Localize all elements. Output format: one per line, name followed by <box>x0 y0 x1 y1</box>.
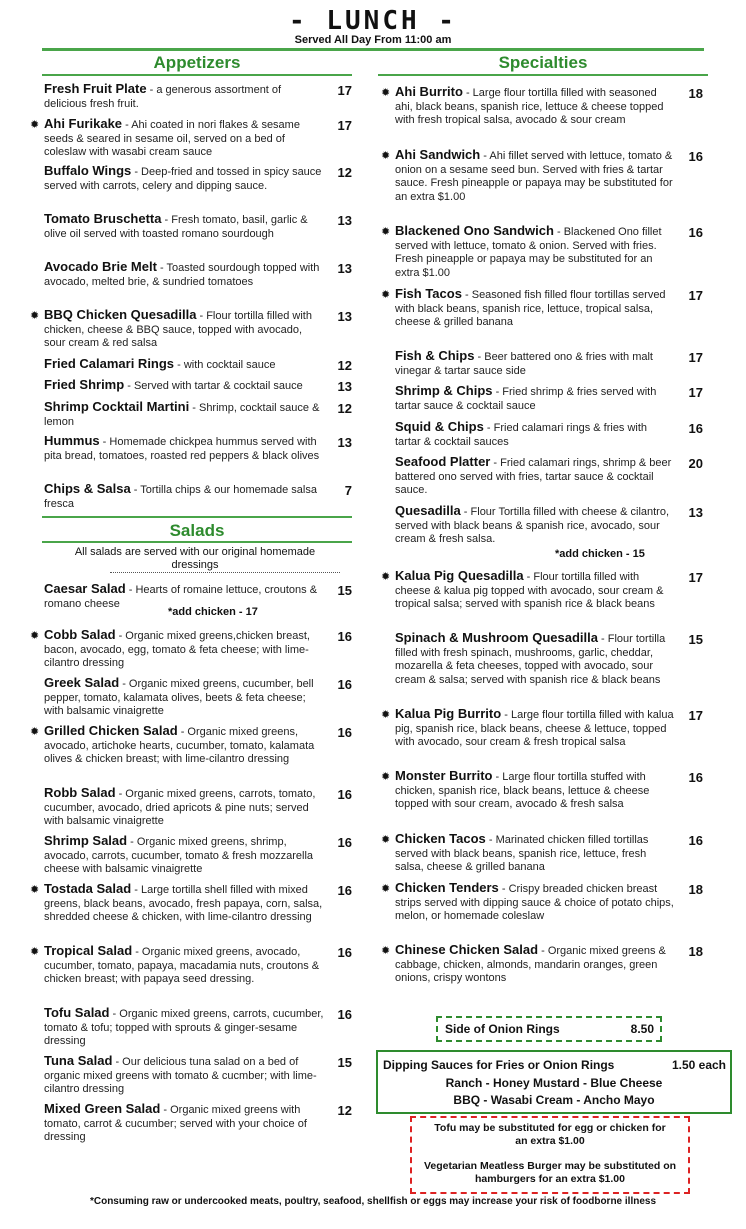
item-description: - Organic mixed greens, avocado, cucumber, tomato, papaya, macadamia nuts, croutons & chicken breast; with papaya seed dressing. <box>44 946 320 985</box>
specialties-item <box>395 881 675 924</box>
item-name: Seafood Platter <box>395 454 491 469</box>
item-name: Hummus <box>44 433 100 448</box>
item-price: 17 <box>688 570 703 585</box>
appetizers-item <box>44 117 324 160</box>
item-price: 17 <box>688 708 703 723</box>
dipping-sauces-line1: Ranch - Honey Mustard - Blue Cheese <box>445 1076 663 1090</box>
item-description: - Large flour tortilla filled with seasoned ahi, black beans, spanish rice, lettuce & cheese topped with fresh tropical salsa, avocado & sour cream <box>395 87 664 126</box>
item-name: Tuna Salad <box>44 1053 113 1068</box>
item-description: - Organic mixed greens, avocado, artichoke hearts, cucumber, tomato, kalamata olives & chicken breast; with lime-cilantro dressing <box>44 726 315 765</box>
item-name: Ahi Sandwich <box>395 147 481 162</box>
item-description: - Flour tortilla filled with fresh spinach, mushrooms, garlic, cheddar, mozarella & feta cheeses, topped with avocado, sour cream & salsa; served with spanish rice & black beans <box>395 633 666 686</box>
item-price: 13 <box>337 309 352 324</box>
item-name: Robb Salad <box>44 785 116 800</box>
item-description: - Marinated chicken filled tortillas served with black beans, spanish rice, lettuce, fresh salsa, cheese & grilled banana <box>395 834 649 873</box>
item-name: Shrimp Cocktail Martini <box>44 399 190 414</box>
menu-title: - LUNCH - <box>289 6 457 36</box>
item-price: 16 <box>688 833 703 848</box>
bullet-icon: ✹ <box>30 946 40 958</box>
item-description: - Fresh tomato, basil, garlic & olive oil served with toasted romano sourdough <box>44 214 308 240</box>
appetizers-item <box>44 482 324 511</box>
bullet-icon: ✹ <box>381 226 391 238</box>
item-description: - Served with tartar & cocktail sauce <box>124 380 303 392</box>
item-price: 13 <box>688 505 703 520</box>
salads-item <box>44 1102 324 1145</box>
item-price: 18 <box>688 86 703 101</box>
side-label: Side of Onion Rings <box>445 1022 560 1036</box>
item-price: 16 <box>337 883 352 898</box>
dipping-sauces-line2: BBQ - Wasabi Cream - Ancho Mayo <box>453 1093 655 1107</box>
item-price: 18 <box>688 944 703 959</box>
item-name: Ahi Furikake <box>44 116 123 131</box>
item-price: 12 <box>337 358 352 373</box>
item-price: 20 <box>688 456 703 471</box>
item-name: Chicken Tacos <box>395 831 486 846</box>
item-description: - a generous assortment of delicious fresh fruit. <box>44 84 282 110</box>
item-name: Cobb Salad <box>44 627 116 642</box>
item-description: - Flour tortilla filled with chicken, cheese & BBQ sauce, topped with avocado, sour cream & red salsa <box>44 310 312 349</box>
item-description: - Fried calamari rings & fries with tartar & cocktail sauces <box>395 422 648 448</box>
item-price: 16 <box>337 945 352 960</box>
item-name: Greek Salad <box>44 675 120 690</box>
item-name: Grilled Chicken Salad <box>44 723 178 738</box>
dipping-sauces-box <box>376 1050 732 1114</box>
item-name: Fish & Chips <box>395 348 475 363</box>
item-price: 17 <box>337 83 352 98</box>
menu-subtitle: Served All Day From 11:00 am <box>294 34 452 46</box>
specialties-item <box>395 504 675 547</box>
item-description: - Homemade chickpea hummus served with pita bread, tomatoes, roasted red peppers & black olives <box>44 436 320 462</box>
item-description: - Ahi fillet served with lettuce, tomato & onion on a sesame seed bun. Served with fries & tartar sauce. Fresh pineapple or papaya may be substituted for an extra $1.00 <box>395 150 673 203</box>
dipping-price: 1.50 each <box>671 1058 726 1072</box>
specialties-rule <box>378 74 708 76</box>
bullet-icon: ✹ <box>30 726 40 738</box>
item-description: - Organic mixed greens & cabbage, chicken, almonds, mandarin oranges, green onions, crispy wontons <box>395 945 666 984</box>
bullet-icon: ✹ <box>30 119 40 131</box>
item-name: Tostada Salad <box>44 881 132 896</box>
item-description: - Large flour tortilla filled with kalua pig, spanish rice, black beans, cheese & lettuce, topped with avocado, sour cream & fresh tropical salsa <box>395 709 674 748</box>
item-name: Chinese Chicken Salad <box>395 942 539 957</box>
appetizers-item <box>44 378 324 394</box>
add-chicken-note: *add chicken - 17 <box>168 606 258 618</box>
item-name: Squid & Chips <box>395 419 484 434</box>
item-description: - with cocktail sauce <box>174 359 276 371</box>
item-price: 16 <box>337 1007 352 1022</box>
item-price: 16 <box>688 149 703 164</box>
item-price: 17 <box>688 288 703 303</box>
bullet-icon: ✹ <box>30 630 40 642</box>
appetizers-item <box>44 260 324 289</box>
item-name: Blackened Ono Sandwich <box>395 223 554 238</box>
item-price: 16 <box>337 787 352 802</box>
appetizers-rule <box>42 74 352 76</box>
salads-item <box>44 944 324 987</box>
add-chicken-note: *add chicken - 15 <box>555 548 645 560</box>
item-price: 13 <box>337 435 352 450</box>
veggie-burger-substitution: Vegetarian Meatless Burger may be substituted on hamburgers for an extra $1.00 <box>423 1160 677 1185</box>
item-description: - Organic mixed greens, carrots, tomato, cucumber, avocado, dried apricots & pine nuts; served with balsamic vinaigrette <box>44 788 316 827</box>
item-description: - Hearts of romaine lettuce, croutons & romano cheese <box>44 584 318 610</box>
item-description: - Large flour tortilla stuffed with chicken, spanish rice, black beans, lettuce & cheese topped with sour cream, avocado & fresh salsa <box>395 771 650 810</box>
header-rule <box>42 48 704 51</box>
bullet-icon: ✹ <box>381 834 391 846</box>
tofu-substitution: Tofu may be substituted for egg or chicken for an extra $1.00 <box>434 1122 666 1147</box>
salads-intro: All salads are served with our original homemade dressings <box>74 546 316 571</box>
bullet-icon: ✹ <box>30 310 40 322</box>
salads-rule-top <box>42 516 352 518</box>
substitutions-box <box>410 1116 690 1194</box>
item-name: Avocado Brie Melt <box>44 259 157 274</box>
side-onion-rings-box <box>436 1016 662 1042</box>
item-name: Chips & Salsa <box>44 481 131 496</box>
specialties-item <box>395 85 675 128</box>
item-name: Kalua Pig Quesadilla <box>395 568 524 583</box>
item-name: Kalua Pig Burrito <box>395 706 502 721</box>
specialties-heading: Specialties <box>498 53 588 72</box>
salads-item <box>44 676 324 719</box>
item-name: Monster Burrito <box>395 768 493 783</box>
item-description: - Toasted sourdough topped with avocado, melted brie, & sundried tomatoes <box>44 262 320 288</box>
item-price: 16 <box>337 677 352 692</box>
item-description: - Tortilla chips & our homemade salsa fresca <box>44 484 317 510</box>
item-description: - Ahi coated in nori flakes & sesame seeds & seared in sesame oil, served on a bed of coleslaw with wasabi cream sauce <box>44 119 300 158</box>
specialties-item <box>395 349 675 378</box>
item-price: 16 <box>337 835 352 850</box>
item-description: - Flour Tortilla filled with cheese & cilantro, served with black beans & spanish rice, avocado, sour cream & fresh salsa. <box>395 506 670 545</box>
specialties-item <box>395 224 675 280</box>
item-name: Buffalo Wings <box>44 163 132 178</box>
item-price: 17 <box>688 385 703 400</box>
item-price: 12 <box>337 165 352 180</box>
item-name: Tomato Bruschetta <box>44 211 162 226</box>
item-description: - Seasoned fish filled flour tortillas served with black beans, spanish rice, lettuce, tropical salsa, cheese & grilled banana <box>395 289 666 328</box>
item-price: 15 <box>337 583 352 598</box>
item-description: - Large tortilla shell filled with mixed greens, black beans, avocado, fresh papaya, corn, salsa, shredded cheese & chicken, with lime-cilantro dressing <box>44 884 323 923</box>
specialties-item <box>395 943 675 986</box>
item-name: Shrimp Salad <box>44 833 128 848</box>
item-description: - Our delicious tuna salad on a bed of organic mixed greens with tomato & cucmber; with lime-cilantro dressing <box>44 1056 317 1095</box>
item-description: - Organic mixed greens with tomato, carrot & cucumber; served with your choice of dressing <box>44 1104 307 1143</box>
item-price: 15 <box>337 1055 352 1070</box>
item-price: 13 <box>337 261 352 276</box>
item-name: Mixed Green Salad <box>44 1101 161 1116</box>
side-price: 8.50 <box>630 1022 654 1036</box>
salads-item <box>44 834 324 877</box>
bullet-icon: ✹ <box>381 709 391 721</box>
specialties-item <box>395 287 675 330</box>
item-name: Caesar Salad <box>44 581 126 596</box>
bullet-icon: ✹ <box>381 289 391 301</box>
specialties-item <box>395 631 675 687</box>
item-name: Quesadilla <box>395 503 461 518</box>
specialties-item <box>395 707 675 750</box>
salads-heading: Salads <box>169 521 225 540</box>
item-name: Tropical Salad <box>44 943 133 958</box>
salads-item <box>44 724 324 767</box>
item-name: Tofu Salad <box>44 1005 110 1020</box>
bullet-icon: ✹ <box>381 945 391 957</box>
item-price: 18 <box>688 882 703 897</box>
appetizers-item <box>44 400 324 429</box>
bullet-icon: ✹ <box>30 884 40 896</box>
bullet-icon: ✹ <box>381 883 391 895</box>
item-name: Ahi Burrito <box>395 84 463 99</box>
appetizers-item <box>44 308 324 351</box>
item-name: Fried Calamari Rings <box>44 356 175 371</box>
item-name: Spinach & Mushroom Quesadilla <box>395 630 598 645</box>
food-safety-disclaimer: *Consuming raw or undercooked meats, poultry, seafood, shellfish or eggs may increase your risk of foodborne illness <box>89 1196 657 1207</box>
item-price: 17 <box>688 350 703 365</box>
item-name: BBQ Chicken Quesadilla <box>44 307 197 322</box>
item-name: Chicken Tenders <box>395 880 499 895</box>
salads-item <box>44 786 324 829</box>
bullet-icon: ✹ <box>381 150 391 162</box>
item-price: 12 <box>337 1103 352 1118</box>
specialties-item <box>395 455 675 498</box>
item-description: - Organic mixed greens, carrots, cucumber, tomato & tofu; topped with sprouts & ginger-sesame dressing <box>44 1008 324 1047</box>
appetizers-heading: Appetizers <box>153 53 241 72</box>
salads-item <box>44 628 324 671</box>
item-name: Shrimp & Chips <box>395 383 493 398</box>
item-description: - Fried shrimp & fries served with tartar sauce & cocktail sauce <box>395 386 657 412</box>
specialties-item <box>395 148 675 204</box>
specialties-item <box>395 384 675 413</box>
salads-item <box>44 1054 324 1097</box>
specialties-item <box>395 769 675 812</box>
item-description: - Blackened Ono fillet served with lettuce, tomato & onion. Served with fries. Fresh pineapple or papaya may be substituted for an extra $1.00 <box>395 226 662 279</box>
salads-item <box>44 1006 324 1049</box>
appetizers-item <box>44 357 324 373</box>
item-name: Fresh Fruit Plate <box>44 81 147 96</box>
item-description: - Organic mixed greens, shrimp, avocado, carrots, cucumber, tomato & fresh mozzarella cheese with balsamic vinaigrette <box>44 836 314 875</box>
item-price: 16 <box>688 225 703 240</box>
salads-dotted-rule <box>110 572 340 573</box>
specialties-item <box>395 569 675 612</box>
item-description: - Shrimp, cocktail sauce & lemon <box>44 402 320 428</box>
item-description: - Organic mixed greens, cucumber, bell pepper, tomato, kalamata olives, beets & feta cheese; with balsamic vinaigrette <box>44 678 314 717</box>
item-name: Fish Tacos <box>395 286 462 301</box>
bullet-icon: ✹ <box>381 571 391 583</box>
item-price: 7 <box>344 483 352 498</box>
appetizers-item <box>44 434 324 463</box>
item-description: - Flour tortilla filled with cheese & kalua pig topped with avocado, sour cream & tropical salsa; served with spanish rice & black beans <box>395 571 664 610</box>
item-price: 15 <box>688 632 703 647</box>
item-description: - Beer battered ono & fries with malt vinegar & tartar sauce side <box>395 351 653 377</box>
item-price: 16 <box>337 725 352 740</box>
item-price: 16 <box>688 421 703 436</box>
dipping-title: Dipping Sauces for Fries or Onion Rings <box>383 1058 615 1072</box>
item-price: 13 <box>337 379 352 394</box>
bullet-icon: ✹ <box>381 771 391 783</box>
bullet-icon: ✹ <box>381 87 391 99</box>
item-price: 12 <box>337 401 352 416</box>
salads-item <box>44 882 324 925</box>
item-name: Fried Shrimp <box>44 377 125 392</box>
appetizers-item <box>44 212 324 241</box>
salads-rule <box>42 541 352 543</box>
item-description: - Organic mixed greens,chicken breast, bacon, avocado, egg, tomato & feta cheese; with lime-cilantro dressing <box>44 630 310 669</box>
item-price: 13 <box>337 213 352 228</box>
item-price: 16 <box>688 770 703 785</box>
item-description: - Deep-fried and tossed in spicy sauce served with carrots, celery and dipping sauce. <box>44 166 322 192</box>
specialties-item <box>395 420 675 449</box>
item-description: - Crispy breaded chicken breast strips served with dipping sauce & choice of potato chips, melon, or homemade coleslaw <box>395 883 674 922</box>
item-description: - Fried calamari rings, shrimp & beer battered ono served with fries, tartar sauce & cocktail sauce. <box>395 457 672 496</box>
appetizers-item <box>44 164 324 193</box>
item-price: 16 <box>337 629 352 644</box>
appetizers-item <box>44 82 324 111</box>
specialties-item <box>395 832 675 875</box>
item-price: 17 <box>337 118 352 133</box>
